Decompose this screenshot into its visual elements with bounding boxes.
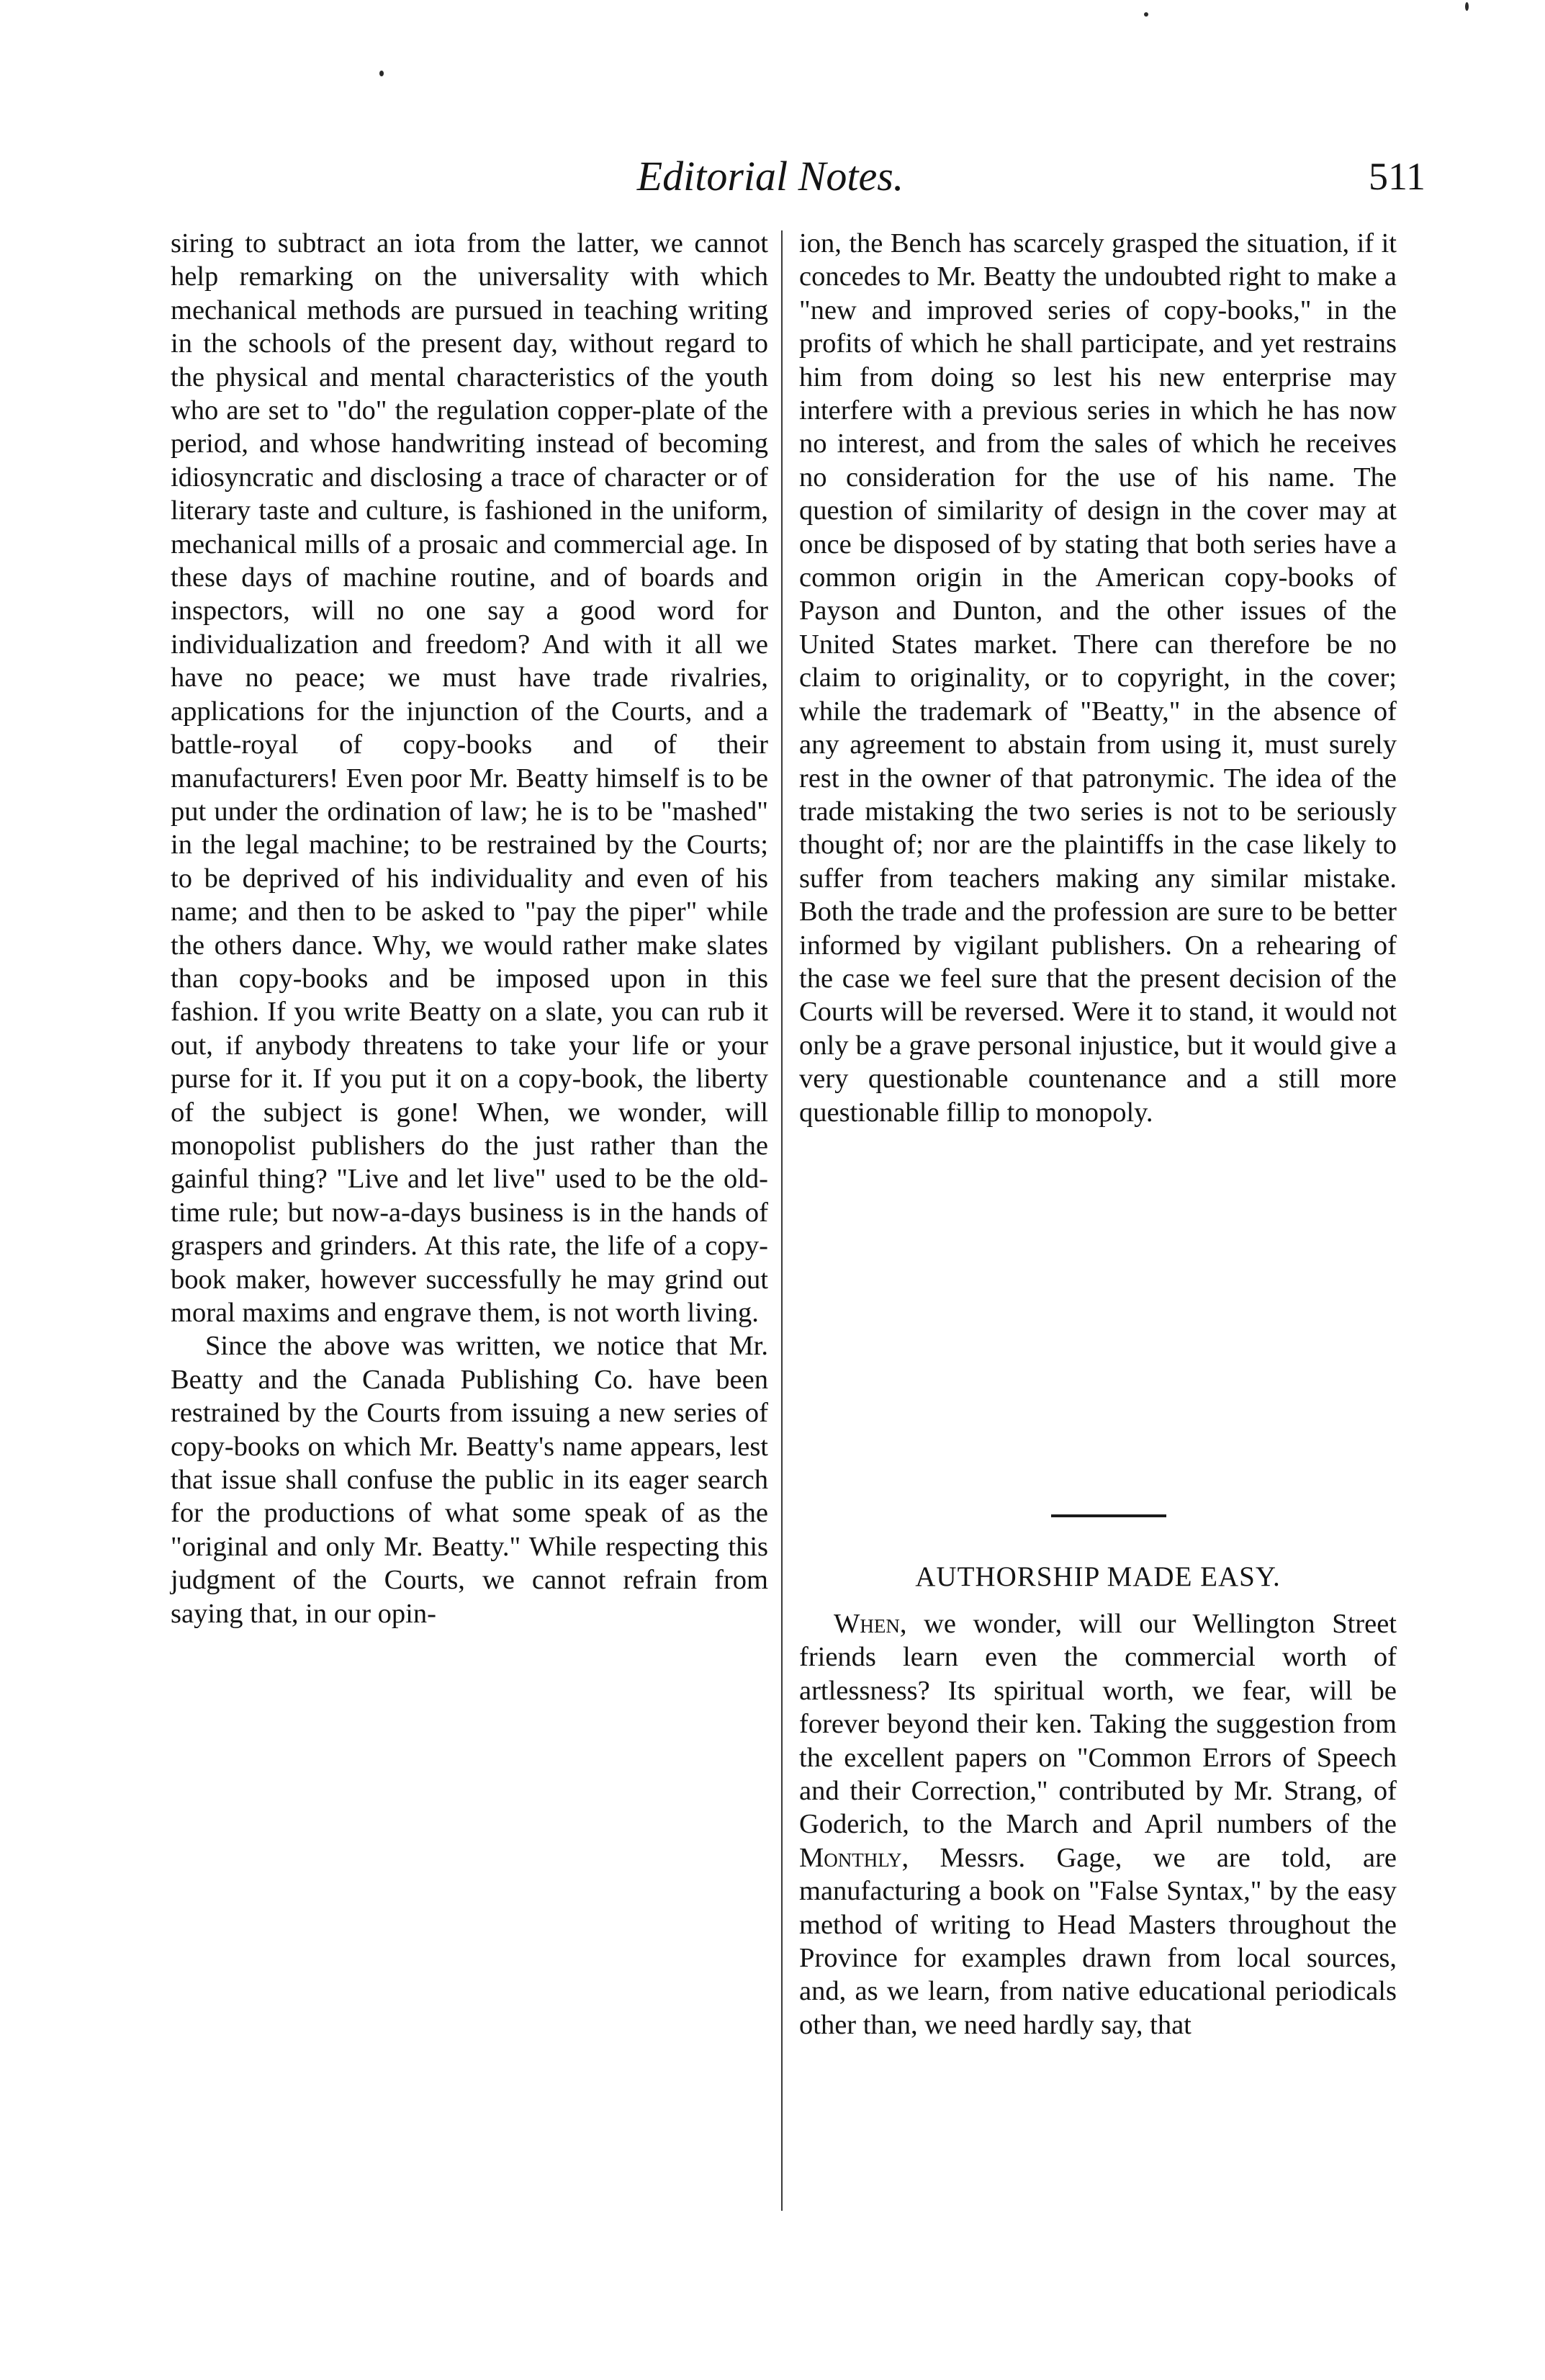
section-heading: AUTHORSHIP MADE EASY. (915, 1561, 1281, 1592)
column-divider (781, 230, 783, 2211)
left-paragraph-2: Since the above was written, we notice that Mr. Beatty and the Canada Publishing Co. have been restrained by the Courts from issuing a new series of copy-books on which Mr. Beatty's name appears, lest that issue shall confuse the public in its eager search for the productions of what some speak of as the "original and only Mr. Beatty." While respecting this judgment of the Courts, we cannot refrain from saying that, in our opin- (171, 1331, 768, 1629)
journal-name: Monthly (799, 1842, 902, 1873)
section-body (799, 1607, 1397, 2042)
running-head (0, 148, 1545, 212)
section-text-part-1: , we wonder, will our Wellington Street friends learn even the commercial worth of artlessness? Its spiritual worth, we fear, will be forever beyond their ken. Taking the suggestion from the excellent papers on "Common Errors of Speech and their Correction," contributed by Mr. Strang, of Goderich, to the March and April numbers of the (799, 1609, 1397, 1840)
page-number: 511 (1369, 155, 1425, 198)
section-text-part-2: , Messrs. Gage, we are told, are manufacturing a book on "False Syntax," by the easy method of writing to Head Masters throughout the Province for examples drawn from local sources, and, as we learn, from native educational periodicals other than, we need hardly say, that (799, 1842, 1397, 2040)
section-rule (1051, 1514, 1166, 1517)
section-paragraph (799, 1607, 1397, 2042)
left-paragraph-1: siring to subtract an iota from the latter, we cannot help remarking on the universality with which mechanical methods are pursued in teaching writing in the schools of the present day, without regard to the physical and mental characteristics of the youth who are set to "do" the regulation copper-plate of the period, and whose handwriting instead of becoming idiosyncratic and disclosing a trace of character or of literary taste and culture, is fashioned in the uniform, mechanical mills of a prosaic and commercial age. In these days of machine routine, and of boards and inspectors, will no one say a good word for individualization and freedom? And with it all we have no peace; we must have trade rivalries, applications for the injunction of the Courts, and a battle-royal of copy-books and of their manufacturers! Even poor Mr. Beatty himself is to be put under the ordination of law; he is to be "mashed" in the legal machine; to be restrained by the Courts; to be deprived of his individuality and even of his name; and then to be asked to "pay the piper" while the others dance. Why, we would rather make slates than copy-books and be imposed upon in this fashion. If you write Beatty on a slate, you can rub it out, if anybody threatens to take your life or your purse for it. If you put it on a copy-book, the liberty of the subject is gone! When, we wonder, will monopolist publishers do the just rather than the gainful thing? "Live and let live" used to be the old-time rule; but now-a-days business is in the hands of graspers and grinders. At this rate, the life of a copy-book maker, however successfully he may grind out moral maxims and engrave them, is not worth living. (171, 228, 768, 1328)
section-lead-word: When (834, 1609, 900, 1639)
left-column (171, 227, 768, 1630)
running-title: Editorial Notes. (636, 153, 904, 199)
print-speck (1465, 2, 1469, 11)
right-paragraph-1: ion, the Bench has scarcely grasped the situation, if it concedes to Mr. Beatty the undoubted right to make a "new and improved series of copy-books," in the profits of which he shall participate, and yet restrains him from doing so lest his new enterprise may interfere with a previous series in which he has now no interest, and from the sales of which he receives no consideration for the use of his name. The question of similarity of design in the cover may at once be disposed of by stating that both series have a common origin in the American copy-books of Payson and Dunton, and the other issues of the United States market. There can therefore be no claim to originality, or to copyright, in the cover; while the trademark of "Beatty," in the absence of any agreement to abstain from using it, must surely rest in the owner of that patronymic. The idea of the trade mistaking the two series is not to be seriously thought of; nor are the plaintiffs in the case likely to suffer from teachers making any similar mistake. Both the trade and the profession are sure to be better informed by vigilant publishers. On a rehearing of the case we feel sure that the present decision of the Courts will be reversed. Were it to stand, it would not only be a grave personal injustice, but it would give a very questionable countenance and a still more questionable fillip to monopoly. (799, 228, 1397, 1128)
print-speck (1144, 12, 1148, 17)
print-speck (379, 71, 384, 76)
right-column (799, 227, 1397, 1129)
